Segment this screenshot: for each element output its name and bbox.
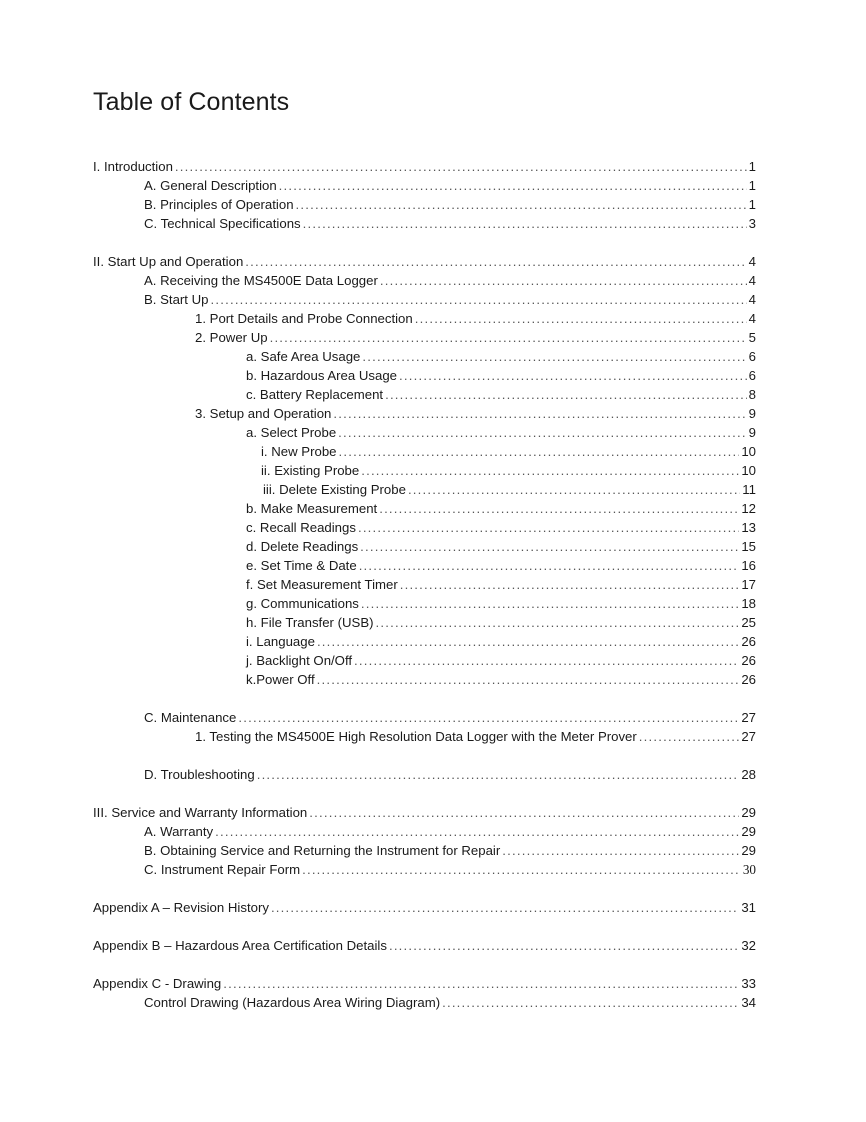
dot-leader xyxy=(389,936,739,955)
dot-leader xyxy=(338,423,746,442)
dot-leader xyxy=(211,290,747,309)
toc-entry-label: B. Obtaining Service and Returning the Instrument for Repair xyxy=(144,843,501,858)
toc-page-number: 26 xyxy=(741,634,756,649)
toc-entry-label: f. Set Measurement Timer xyxy=(246,577,398,592)
dot-leader xyxy=(361,594,739,613)
toc-entry-testing-data-logger[interactable] xyxy=(93,727,756,746)
section-spacer xyxy=(93,784,756,803)
dot-leader xyxy=(271,898,739,917)
toc-entry-label: A. General Description xyxy=(144,178,277,193)
toc-entry-label: e. Set Time & Date xyxy=(246,558,357,573)
toc-entry-start-up-and-operation[interactable] xyxy=(93,252,756,271)
dot-leader xyxy=(502,841,739,860)
toc-entry-label: g. Communications xyxy=(246,596,359,611)
toc-entry-make-measurement[interactable] xyxy=(93,499,756,518)
toc-entry-label: 1. Testing the MS4500E High Resolution Data Logger with the Meter Prover xyxy=(195,729,637,744)
toc-entry-backlight[interactable] xyxy=(93,651,756,670)
toc-entry-label: C. Instrument Repair Form xyxy=(144,862,301,877)
toc-entry-label: i. Language xyxy=(246,634,315,649)
toc-page-number: 6 xyxy=(748,368,756,383)
toc-entry-delete-existing-probe[interactable] xyxy=(93,480,756,499)
toc-entry-label: a. Select Probe xyxy=(246,425,337,440)
toc-entry-label: d. Delete Readings xyxy=(246,539,359,554)
toc-page-number: 29 xyxy=(741,824,756,839)
section-spacer xyxy=(93,955,756,974)
toc-entry-label: A. Receiving the MS4500E Data Logger xyxy=(144,273,378,288)
toc-page-number: 26 xyxy=(741,653,756,668)
toc-entry-label: Control Drawing (Hazardous Area Wiring Diagram) xyxy=(144,995,441,1010)
toc-page-number: 4 xyxy=(748,254,756,269)
dot-leader xyxy=(238,708,739,727)
toc-entry-label: C. Technical Specifications xyxy=(144,216,301,231)
toc-page-number: 1 xyxy=(748,159,756,174)
toc-page-number: 32 xyxy=(741,938,756,953)
toc-entry-label: Appendix C - Drawing xyxy=(93,976,222,991)
toc-entry-start-up[interactable] xyxy=(93,290,756,309)
dot-leader xyxy=(400,575,740,594)
toc-page-number: 4 xyxy=(748,292,756,307)
section-spacer xyxy=(93,917,756,936)
toc-entry-label: D. Troubleshooting xyxy=(144,767,255,782)
dot-leader xyxy=(385,385,747,404)
section-spacer xyxy=(93,746,756,765)
toc-page-number: 28 xyxy=(741,767,756,782)
toc-page-number: 1 xyxy=(748,197,756,212)
toc-entry-label: 2. Power Up xyxy=(195,330,268,345)
dot-leader xyxy=(245,252,746,271)
toc-entry-appendix-a[interactable] xyxy=(93,898,756,917)
table-of-contents xyxy=(93,157,756,1012)
toc-page-number: 4 xyxy=(748,311,756,326)
toc-page-number: 4 xyxy=(748,273,756,288)
toc-page-number: 33 xyxy=(741,976,756,991)
toc-page-number: 9 xyxy=(748,406,756,421)
toc-page-number: 34 xyxy=(741,995,756,1010)
toc-page-number: 9 xyxy=(748,425,756,440)
toc-entry-set-measurement-timer[interactable] xyxy=(93,575,756,594)
toc-page-number: 30 xyxy=(742,862,756,877)
toc-page-number: 31 xyxy=(741,900,756,915)
toc-entry-label: k.Power Off xyxy=(246,672,315,687)
toc-entry-label: b. Make Measurement xyxy=(246,501,378,516)
toc-page-number: 27 xyxy=(741,710,756,725)
dot-leader xyxy=(362,347,746,366)
dot-leader xyxy=(296,195,747,214)
toc-entry-port-details[interactable] xyxy=(93,309,756,328)
dot-leader xyxy=(360,537,739,556)
toc-page-number: 11 xyxy=(742,482,756,497)
toc-entry-label: B. Start Up xyxy=(144,292,209,307)
toc-entry-label: 1. Port Details and Probe Connection xyxy=(195,311,413,326)
toc-entry-power-off[interactable] xyxy=(93,670,756,689)
toc-page-number: 29 xyxy=(741,805,756,820)
dot-leader xyxy=(339,442,740,461)
toc-entry-safe-area-usage[interactable] xyxy=(93,347,756,366)
dot-leader xyxy=(380,271,747,290)
dot-leader xyxy=(257,765,740,784)
toc-entry-label: h. File Transfer (USB) xyxy=(246,615,374,630)
toc-entry-hazardous-area-usage[interactable] xyxy=(93,366,756,385)
toc-page-number: 16 xyxy=(741,558,756,573)
section-spacer xyxy=(93,689,756,708)
toc-entry-battery-replacement[interactable] xyxy=(93,385,756,404)
dot-leader xyxy=(223,974,739,993)
toc-entry-appendix-c[interactable] xyxy=(93,974,756,993)
toc-entry-label: c. Battery Replacement xyxy=(246,387,384,402)
toc-entry-delete-readings[interactable] xyxy=(93,537,756,556)
toc-entry-communications[interactable] xyxy=(93,594,756,613)
toc-page-number: 25 xyxy=(741,615,756,630)
toc-entry-warranty[interactable] xyxy=(93,822,756,841)
toc-entry-power-up[interactable] xyxy=(93,328,756,347)
toc-entry-new-probe[interactable] xyxy=(93,442,756,461)
toc-entry-label: I. Introduction xyxy=(93,159,173,174)
toc-page-number: 8 xyxy=(748,387,756,402)
toc-entry-label: III. Service and Warranty Information xyxy=(93,805,308,820)
toc-page-number: 26 xyxy=(741,672,756,687)
toc-entry-instrument-repair-form[interactable] xyxy=(93,860,756,879)
toc-page-number: 17 xyxy=(741,577,756,592)
toc-page-number: 27 xyxy=(741,729,756,744)
toc-entry-label: iii. Delete Existing Probe xyxy=(263,482,406,497)
toc-entry-setup-and-operation[interactable] xyxy=(93,404,756,423)
toc-page-number: 18 xyxy=(741,596,756,611)
toc-entry-troubleshooting[interactable] xyxy=(93,765,756,784)
dot-leader xyxy=(442,993,739,1012)
page-title: Table of Contents xyxy=(93,88,290,116)
toc-entry-set-time-date[interactable] xyxy=(93,556,756,575)
dot-leader xyxy=(270,328,747,347)
toc-entry-control-drawing[interactable] xyxy=(93,993,756,1012)
dot-leader xyxy=(408,480,740,499)
toc-entry-service-warranty[interactable] xyxy=(93,803,756,822)
toc-entry-maintenance[interactable] xyxy=(93,708,756,727)
toc-entry-technical-specifications[interactable] xyxy=(93,214,756,233)
toc-entry-recall-readings[interactable] xyxy=(93,518,756,537)
toc-entry-label: c. Recall Readings xyxy=(246,520,356,535)
toc-page-number: 6 xyxy=(748,349,756,364)
dot-leader xyxy=(317,632,739,651)
toc-entry-select-probe[interactable] xyxy=(93,423,756,442)
toc-entry-label: a. Safe Area Usage xyxy=(246,349,361,364)
dot-leader xyxy=(358,518,739,537)
toc-entry-label: 3. Setup and Operation xyxy=(195,406,332,421)
toc-entry-file-transfer[interactable] xyxy=(93,613,756,632)
dot-leader xyxy=(376,613,740,632)
toc-entry-label: C. Maintenance xyxy=(144,710,237,725)
dot-leader xyxy=(317,670,740,689)
dot-leader xyxy=(175,157,747,176)
dot-leader xyxy=(302,860,741,879)
dot-leader xyxy=(415,309,747,328)
toc-entry-label: B. Principles of Operation xyxy=(144,197,294,212)
toc-page-number: 15 xyxy=(741,539,756,554)
toc-entry-label: A. Warranty xyxy=(144,824,214,839)
toc-page-number: 5 xyxy=(748,330,756,345)
section-spacer xyxy=(93,879,756,898)
toc-entry-language[interactable] xyxy=(93,632,756,651)
toc-entry-existing-probe[interactable] xyxy=(93,461,756,480)
dot-leader xyxy=(639,727,740,746)
dot-leader xyxy=(279,176,747,195)
toc-page-number: 3 xyxy=(748,216,756,231)
toc-page-number: 10 xyxy=(741,444,756,459)
toc-entry-general-description[interactable] xyxy=(93,176,756,195)
dot-leader xyxy=(303,214,747,233)
toc-entry-principles-of-operation[interactable] xyxy=(93,195,756,214)
dot-leader xyxy=(399,366,747,385)
section-spacer xyxy=(93,233,756,252)
toc-entry-label: i. New Probe xyxy=(261,444,337,459)
toc-page-number: 10 xyxy=(741,463,756,478)
dot-leader xyxy=(361,461,739,480)
toc-entry-label: b. Hazardous Area Usage xyxy=(246,368,398,383)
dot-leader xyxy=(379,499,739,518)
toc-entry-obtaining-service[interactable] xyxy=(93,841,756,860)
toc-page-number: 1 xyxy=(748,178,756,193)
dot-leader xyxy=(359,556,740,575)
toc-entry-appendix-b[interactable] xyxy=(93,936,756,955)
toc-page-number: 12 xyxy=(741,501,756,516)
dot-leader xyxy=(354,651,739,670)
dot-leader xyxy=(215,822,739,841)
toc-page-number: 13 xyxy=(741,520,756,535)
dot-leader xyxy=(309,803,739,822)
toc-entry-label: Appendix B – Hazardous Area Certification Details xyxy=(93,938,387,953)
dot-leader xyxy=(333,404,746,423)
toc-entry-label: j. Backlight On/Off xyxy=(246,653,353,668)
toc-entry-label: ii. Existing Probe xyxy=(261,463,360,478)
toc-page-number: 29 xyxy=(741,843,756,858)
toc-entry-introduction[interactable] xyxy=(93,157,756,176)
toc-entry-label: II. Start Up and Operation xyxy=(93,254,244,269)
toc-entry-label: Appendix A – Revision History xyxy=(93,900,269,915)
toc-entry-receiving-data-logger[interactable] xyxy=(93,271,756,290)
